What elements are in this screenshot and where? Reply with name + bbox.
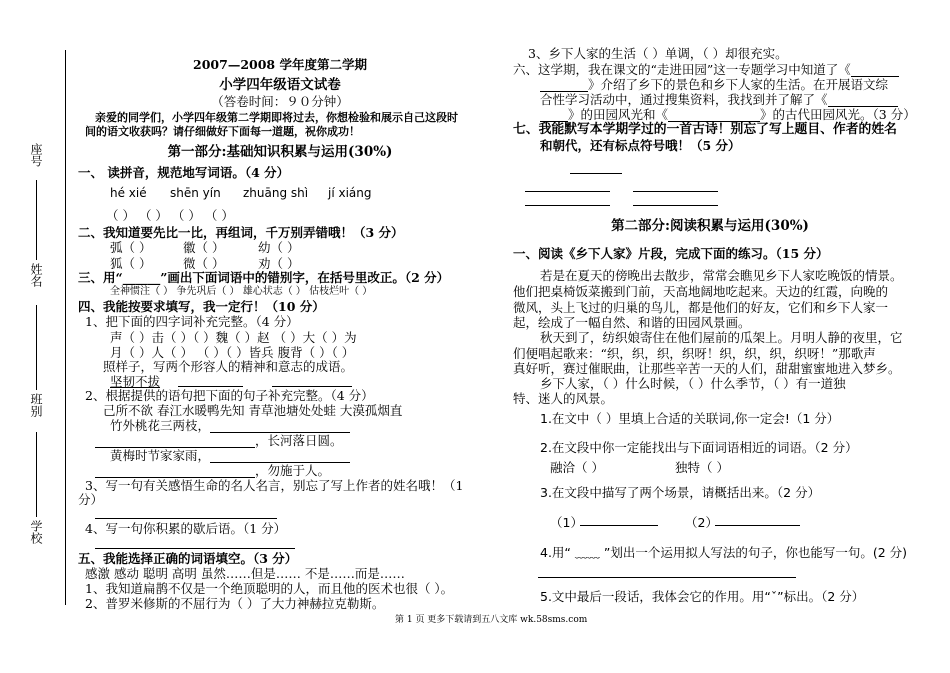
q4-2-blank-1[interactable] [210, 419, 350, 433]
class-label: 班别 [29, 393, 43, 417]
q6-text-1: 六、这学期，我在课文的“走进田园”这一专题学习中知道了《 [513, 62, 851, 77]
reading-q3-line-1[interactable] [580, 525, 658, 526]
q3-title: 三、用“______”画出下面词语中的错别字，在括号里改正。（2 分） [78, 270, 450, 285]
q6-line-3 [540, 92, 898, 107]
q4-2-blank-4[interactable] [95, 464, 255, 478]
para3-line-1[interactable]: 乡下人家，（ ）什么时候，（ ）什么季节，（ ）有一道独 [540, 376, 846, 391]
q1-title: 一、 读拼音，规范地写词语。（4 分） [78, 165, 290, 180]
reading-q3-item-2: （2） [685, 515, 718, 530]
para2-line-2: 们便唱起歌来：“织，织，织，织呀！织，织，织，织呀！”那歌声 [513, 346, 876, 361]
q4-2-line-1-text: 竹外桃花三两枝， [110, 418, 211, 433]
reading-q5: 5.文中最后一段话，我体会它的作用。用“ˇ”标出。（2 分） [540, 589, 865, 604]
q6-line-1 [513, 62, 899, 77]
q7-line-b[interactable] [633, 191, 718, 192]
reading-q2: 2.在文段中你一定能找出与下面词语相近的词语。（2 分） [540, 440, 858, 455]
q6-text-4: 》的田园风光和《 [568, 107, 669, 122]
q6-blank-5[interactable] [668, 108, 760, 122]
q4-2-line-4-text: ，勿施于人。 [255, 463, 331, 478]
q5-3[interactable]: 3、乡下人家的生活（ ）单调，（ ）却很充实。 [528, 46, 788, 61]
reading-q3-line-2[interactable] [715, 525, 800, 526]
q4-2-line-2 [95, 433, 343, 448]
q4-1-example: 坚韧不拔 [110, 374, 161, 389]
q4-2-blank-2[interactable] [95, 434, 255, 448]
school-label: 学校 [29, 520, 43, 544]
para1-line-3: 微风，头上飞过的归巢的鸟儿，都是他们的好友，它们和乡下人家一 [513, 300, 889, 315]
para1-line-2: 他们把桌椅饭菜搬到门前，天高地阔地吃起来。天边的红霞，向晚的 [513, 284, 889, 299]
q7-line-2: 和朝代，还有标点符号哦！（5 分） [540, 138, 741, 153]
q6-line-2 [540, 77, 888, 92]
q4-2-line-3 [110, 448, 350, 463]
q4-3-prompt: 3、写一句有关感悟生命的名人名言，别忘了写上作者的姓名哦！（1 [85, 478, 464, 493]
para3-line-2: 特、迷人的风景。 [513, 391, 614, 406]
q4-title: 四、我能按要求填写，我一定行！（10 分） [78, 299, 325, 314]
class-line [36, 432, 37, 517]
para2-line-1: 秋天到了，纺织娘寄住在他们屋前的瓜架上。月明人静的夜里，它 [540, 330, 903, 345]
q6-text-4b: 》的古代田园风光。（3 分） [760, 107, 916, 122]
q6-blank-4[interactable] [540, 108, 568, 122]
q4-1-row-1[interactable]: 声（ ）击（ ）（ ）魏（ ）赵 （ ）大（ ）为 [110, 330, 357, 345]
q4-2-line-3-text: 黄梅时节家家雨， [110, 448, 211, 463]
q4-1-answer-line-2[interactable] [272, 386, 352, 387]
q1-pinyin-2: shēn yín [170, 186, 221, 200]
q7-line-c[interactable] [525, 205, 610, 206]
reading-q4-answer-line[interactable] [538, 577, 796, 578]
seat-line [36, 180, 37, 260]
q3-items[interactable]: 全神惯注（ ） 争先巩后（ ） 雄心状志（ ） 估枝烂叶（ ） [110, 286, 373, 297]
reading-q3: 3.在文段中描写了两个场景，请概括出来。（2 分） [540, 485, 821, 500]
q4-2-words: 己所不欲 春江水暖鸭先知 青草池塘处处蛙 大漠孤烟直 [103, 403, 403, 418]
q7-title-line[interactable] [570, 173, 622, 174]
q6-blank-3[interactable] [828, 93, 898, 107]
q4-1-row-2[interactable]: 月（ ）人（ ） （ ）（ ）皆兵 腹背（ ）（ ） [110, 345, 355, 360]
q7-line-d[interactable] [633, 205, 718, 206]
q6-blank-2[interactable] [540, 78, 588, 92]
name-label: 姓名 [29, 263, 43, 287]
reading-q4: 4.用“ ﹏﹏ ”划出一个运用拟人写法的句子，你也能写一句。(2 分) [540, 545, 908, 560]
q5-word-bank: 感激 感动 聪明 高明 虽然……但是…… 不是……而是…… [85, 566, 405, 581]
q2-item-quan[interactable]: 劝（ ） [258, 256, 300, 271]
reading-q1[interactable]: 1.在文中（ ）里填上合适的关联词,你一定会!（1 分） [540, 411, 840, 426]
q4-3-prompt-cont: 分） [78, 492, 104, 507]
reading-q2-item-2[interactable]: 独特（ ） [675, 460, 729, 475]
para2-line-3: 真好听，赛过催眠曲，让那些辛苦一天的人们，甜甜蜜蜜地进入梦乡。 [513, 361, 901, 376]
greeting-line-1: 亲爱的同学们，小学四年级第二学期即将过去，你想检验和展示自己这段时 [95, 111, 458, 124]
q2-item-you[interactable]: 幼（ ） [258, 240, 300, 255]
greeting-line-2: 间的语文收获吗？请仔细做好下面每一道题，祝你成功！ [85, 125, 360, 138]
q1-pinyin-3: zhuāng shì [243, 186, 309, 200]
q4-3-answer-line[interactable] [95, 518, 277, 519]
q4-4-answer-line[interactable] [95, 548, 295, 549]
q6-line-4 [540, 107, 916, 122]
q2-item-hu2[interactable]: 狐（ ） [110, 256, 152, 271]
exam-title: 小学四年级语文试卷 [219, 77, 341, 93]
q7-line-1: 七、我能默写本学期学过的一首古诗！别忘了写上题目、作者的姓名 [513, 122, 897, 137]
q1-pinyin-1: hé xié [110, 186, 147, 200]
q4-2-prompt: 2、根据提供的语句把下面的句子补充完整。（4 分） [85, 388, 374, 403]
para1-line-4: 起，绘成了一幅自然、和谐的田园风景画。 [513, 315, 751, 330]
q6-text-2: 》介绍了乡下的景色和乡下人家的生活。在开展语文综 [588, 77, 889, 92]
q4-2-line-2-text: ，长河落日圆。 [255, 433, 343, 448]
para1-line-1: 若是在夏天的傍晚出去散步，常常会瞧见乡下人家吃晚饭的情景。 [540, 268, 903, 283]
q6-blank-1[interactable] [851, 63, 899, 77]
q4-2-blank-3[interactable] [210, 449, 350, 463]
seat-label: 座号 [29, 143, 43, 167]
q4-2-line-1 [110, 418, 350, 433]
q4-1-row-3: 照样子，写两个形容人的精神和意志的成语。 [103, 359, 354, 374]
q4-4-prompt: 4、写一句你积累的歇后语。（1 分） [85, 521, 287, 536]
q5-2[interactable]: 2、普罗米修斯的不屈行为（ ）了大力神赫拉克勒斯。 [85, 596, 385, 611]
q4-2-line-4 [95, 463, 330, 478]
q6-text-3: 合性学习活动中，通过搜集资料，我找到并了解了《 [540, 92, 828, 107]
reading-q2-item-1[interactable]: 融洽（ ） [550, 460, 604, 475]
q2-item-hui[interactable]: 徽（ ） [183, 240, 225, 255]
part1-title: 第一部分:基础知识积累与运用(30%) [167, 144, 393, 160]
q7-line-a[interactable] [525, 191, 610, 192]
q2-title: 二、我知道要先比一比，再组词，千万别弄错哦！（3 分） [78, 225, 404, 240]
page-footer: 第 1 页 更多下载请到五八文库 wk.58sms.com [395, 615, 588, 625]
reading-title: 一、阅读《乡下人家》片段，完成下面的练习。（15 分） [513, 246, 829, 261]
q1-answer-blanks[interactable]: （ ） （ ） （ ） （ ） [106, 208, 234, 223]
part2-title: 第二部分:阅读积累与运用(30%) [611, 218, 809, 234]
header-title: 2007—2008 学年度第二学期 [193, 57, 367, 72]
reading-q3-item-1: （1） [550, 515, 583, 530]
q1-pinyin-4: jí xiáng [328, 186, 372, 200]
q5-1[interactable]: 1、我知道扁鹊不仅是一个绝顶聪明的人，而且他的医术也很（ ）。 [85, 581, 454, 596]
q2-item-wei[interactable]: 微（ ） [183, 256, 225, 271]
q5-title: 五、我能选择正确的词语填空。（3 分） [78, 551, 298, 566]
time-note: （答卷时间：９０分钟） [211, 94, 349, 109]
q4-1-prompt: 1、把下面的四字词补充完整。（4 分） [85, 314, 299, 329]
binding-line [65, 50, 66, 605]
q4-1-answer-line-1[interactable] [178, 386, 243, 387]
name-line [36, 305, 37, 390]
q2-item-hu[interactable]: 弧（ ） [110, 240, 152, 255]
